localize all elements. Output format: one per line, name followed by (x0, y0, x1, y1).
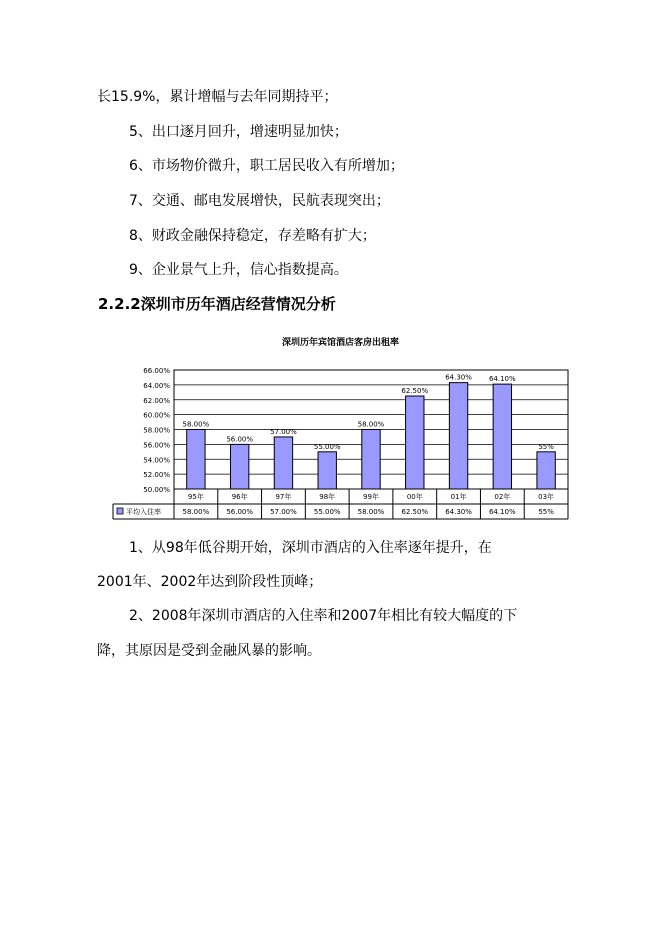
data-label: 64.10% (488, 375, 516, 384)
x-tick-label: 97年 (275, 493, 292, 501)
legend-swatch (117, 508, 123, 514)
y-tick-label: 52.00% (143, 471, 170, 480)
table-value: 56.00% (226, 508, 254, 516)
bar (318, 452, 336, 489)
bar (449, 383, 467, 489)
x-tick-label: 01年 (450, 493, 467, 501)
table-value: 58.00% (182, 508, 210, 516)
x-tick-label: 00年 (406, 493, 423, 501)
paragraph-growth: 长15.9%，累计增幅与去年同期持平； (97, 89, 338, 105)
data-label: 55% (538, 442, 554, 451)
y-tick-label: 54.00% (143, 456, 170, 465)
x-tick-label: 02年 (494, 493, 511, 501)
bar (537, 452, 555, 489)
bar (406, 396, 424, 489)
y-tick-label: 64.00% (143, 381, 170, 390)
chart-title: 深圳历年宾馆酒店客房出租率 (281, 338, 400, 348)
x-tick-label: 98年 (319, 493, 336, 501)
list-item-8: 8、财政金融保持稳定，存差略有扩大； (129, 228, 376, 244)
list-item-9: 9、企业景气上升，信心指数提高。 (129, 262, 348, 278)
list-item-5: 5、出口逐月回升，增速明显加快； (129, 124, 348, 140)
y-tick-label: 58.00% (143, 426, 170, 435)
conclusion-1-line-1: 1、从98年低谷期开始，深圳市酒店的入住率逐年提升，在 (129, 540, 492, 556)
table-value: 62.50% (401, 508, 429, 516)
x-tick-label: 96年 (231, 493, 248, 501)
y-tick-label: 62.00% (143, 396, 170, 405)
data-label: 56.00% (226, 435, 254, 444)
y-tick-label: 66.00% (143, 367, 170, 375)
list-item-6: 6、市场物价微升，职工居民收入有所增加； (129, 158, 404, 174)
data-label: 62.50% (401, 387, 429, 396)
bar (230, 444, 248, 489)
section-heading: 2.2.2深圳市历年酒店经营情况分析 (98, 295, 336, 313)
legend-label: 平均入住率 (126, 508, 161, 516)
x-tick-label: 99年 (363, 493, 379, 501)
y-tick-label: 60.00% (143, 411, 170, 420)
bar (187, 430, 205, 490)
data-label: 64.30% (445, 373, 472, 382)
table-value: 64.30% (445, 508, 472, 516)
bar (362, 430, 380, 490)
table-value: 55% (538, 508, 554, 516)
table-value: 64.10% (488, 508, 516, 516)
conclusion-2-line-2: 降，其原因是受到金融风暴的影响。 (97, 643, 321, 659)
conclusion-1-line-2: 2001年、2002年达到阶段性顶峰； (97, 574, 323, 590)
table-value: 57.00% (270, 508, 297, 516)
conclusion-2-line-1: 2、2008年深圳市酒店的入住率和2007年相比有较大幅度的下 (129, 608, 518, 624)
list-item-7: 7、交通、邮电发展增快，民航表现突出； (129, 193, 390, 209)
x-tick-label: 03年 (538, 493, 555, 501)
table-value: 58.00% (357, 508, 385, 516)
table-value: 55.00% (313, 508, 341, 516)
data-label: 58.00% (182, 420, 210, 429)
data-label: 57.00% (270, 427, 297, 436)
x-tick-label: 95年 (187, 493, 204, 501)
data-label: 55.00% (313, 442, 341, 451)
data-label: 58.00% (357, 420, 385, 429)
y-tick-label: 56.00% (143, 441, 170, 450)
bar (274, 437, 292, 489)
y-tick-label: 50.00% (143, 486, 170, 494)
bar (493, 384, 511, 489)
